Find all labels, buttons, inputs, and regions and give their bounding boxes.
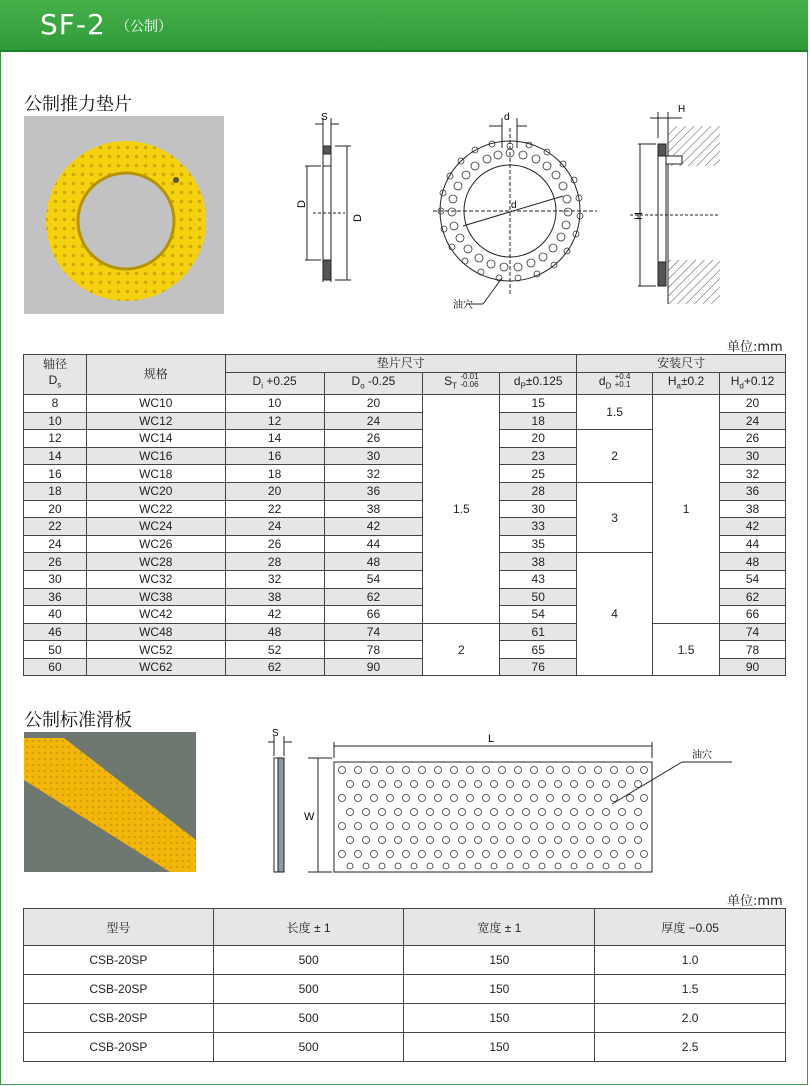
table-row: CSB-20SP 500 150 1.0 [24,946,786,975]
col-spec-header: 规格 [86,355,225,395]
table-row: 46 WC48 48 74 2 61 1.5 74 [24,623,786,641]
table-row: 18 WC20 20 36 28 3 36 [24,482,786,500]
col-hd: $H_d+0.12$ [720,372,786,394]
table-row: 14 WC16 16 30 23 30 [24,447,786,465]
table-row: 60 WC62 62 90 76 90 [24,658,786,676]
section-title-thrust-washer: 公制推力垫片 [24,94,132,115]
table-row: 16 WC18 18 32 25 32 [24,465,786,483]
unit-label-2: 单位:mm [727,894,783,909]
col-ha: $H_a\pm 0.2$ [653,372,720,394]
oil-hole-label-2: 油穴 [692,750,712,761]
table-row: 22 WC24 24 42 33 42 [24,518,786,536]
slide-plate-drawing [262,724,742,884]
col-thickness: 厚度 −0.05 [595,909,786,946]
dim-do-label: D [352,214,364,222]
col-width: 宽度 ± 1 [404,909,595,946]
col-dp: $d_P\pm 0.125$ [500,372,577,394]
col-install-header: 安装尺寸 [577,355,786,373]
col-length: 长度 ± 1 [213,909,404,946]
col-shaft-header: 轴径 $D_s$ [24,355,87,395]
header-bar [0,0,808,52]
washer-install-drawing [620,98,730,308]
thrust-washer-photo [24,116,224,314]
col-di: $D_i +0.25$ [225,372,324,394]
table-row: 20 WC22 22 38 30 38 [24,500,786,518]
section-title-slide-plate: 公制标准滑板 [24,710,132,731]
col-model: 型号 [24,909,214,946]
table-row: CSB-20SP 500 150 2.5 [24,1033,786,1062]
thrust-washer-table [23,354,786,676]
dim-s-label-2: S [272,728,279,739]
table-row: 30 WC32 32 54 43 54 [24,570,786,588]
table-row: CSB-20SP 500 150 1.5 [24,975,786,1004]
table-row: 40 WC42 42 66 54 66 [24,606,786,624]
slide-plate-photo [24,732,196,872]
col-size-header: 垫片尺寸 [225,355,577,373]
col-do: $D_o$ -0.25 [324,372,423,394]
col-dd: $d_D +0.4$ +0.1 [577,372,653,394]
dim-hd-label: H [633,212,645,220]
dim-s-label: S [321,112,328,123]
table-row: 26 WC28 28 48 38 4 48 [24,553,786,571]
dim-dd-label: d [504,112,510,123]
dim-di-label: D [296,200,308,208]
table-row: CSB-20SP 500 150 2.0 [24,1004,786,1033]
col-st: $S_T$ -0.01 -0.06 [423,372,500,394]
table-row: 50 WC52 52 78 65 78 [24,641,786,659]
dim-l-label: L [488,733,495,745]
dim-ha-label: H [678,104,686,115]
washer-front-drawing [425,108,605,318]
slide-plate-table [23,908,786,1062]
page-title: SF-2 [40,8,106,41]
table-row: 10 WC12 12 24 18 24 [24,412,786,430]
page-subtitle: （公制） [116,19,172,35]
washer-section-drawing [285,112,365,292]
table-row: 12 WC14 14 26 20 2 26 [24,430,786,448]
table-row: 8 WC10 10 20 1.5 15 1.5 1 20 [24,394,786,412]
unit-label-1: 单位:mm [727,340,783,355]
oil-hole-label-1: 油穴 [453,300,473,311]
dim-w-label: W [304,811,315,823]
dim-dp-label: d [511,200,517,211]
table-row: 24 WC26 26 44 35 44 [24,535,786,553]
table-row: 36 WC38 38 62 50 62 [24,588,786,606]
